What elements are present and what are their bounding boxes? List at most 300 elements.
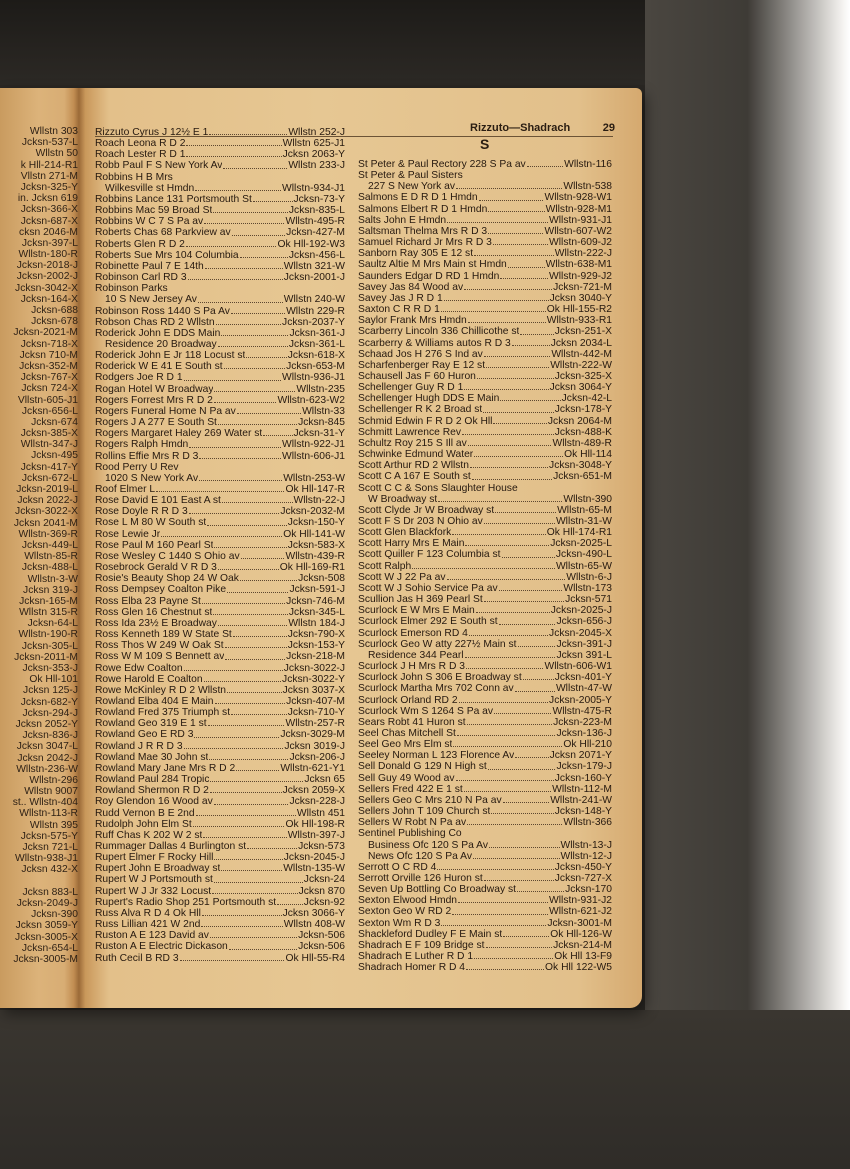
entry-name: W Broadway st (368, 493, 438, 505)
leader-dots (199, 451, 281, 459)
entry-phone: Jcksn-2025-L (550, 538, 612, 550)
entry-phone: Jcksn-3022-J (283, 662, 345, 674)
directory-entry (358, 438, 612, 449)
leader-dots (495, 505, 556, 513)
entry-name: Sell Guy 49 Wood av (358, 772, 455, 784)
entry-name: Sentinel Publishing Co (358, 828, 462, 840)
entry-phone: Jcksn-206-J (289, 751, 345, 763)
leader-dots (189, 506, 280, 514)
left-fragment-entry: Jcksn-2021-M (13, 327, 78, 339)
entry-phone: Wllstn 451 (296, 807, 345, 819)
entry-phone: Ok Hll-55-R4 (285, 952, 345, 964)
entry-name: Roberts Sue Mrs 104 Columbia (95, 249, 239, 261)
entry-name: Roderick John E Jr 118 Locust st (95, 350, 246, 362)
leader-dots (277, 897, 303, 905)
entry-name: 227 S New York av (368, 181, 456, 193)
directory-entry (358, 906, 612, 917)
directory-entry (358, 538, 612, 549)
directory-entry (95, 272, 345, 283)
entry-phone: Jcksn 2071-Y (549, 750, 612, 762)
directory-entry (95, 852, 345, 863)
entry-phone: Jcksn-170 (565, 884, 612, 896)
entry-phone: Jcksn-148-Y (554, 806, 612, 818)
left-fragment-entry: Wllstn-236-W (16, 763, 78, 775)
entry-name: Saunders Edgar D RD 1 Hmdn (358, 270, 500, 282)
directory-entry (95, 194, 345, 205)
entry-name: Robinette Paul 7 E 14th (95, 260, 204, 272)
directory-entry (358, 795, 612, 806)
directory-entry (95, 506, 345, 517)
leader-dots (464, 282, 552, 290)
leader-dots (224, 361, 285, 369)
entry-phone: Wllstn-33 (302, 405, 345, 417)
entry-name: Schwinke Edmund Water (358, 449, 474, 461)
leader-dots (502, 549, 555, 557)
leader-dots (476, 605, 550, 613)
left-fragment-entry: Wllstn 395 (29, 819, 78, 831)
directory-entry (95, 484, 345, 495)
entry-phone: Wllstn-173 (563, 582, 612, 594)
entry-name: Roderick John E DDS Main (95, 327, 221, 339)
leader-dots (227, 685, 282, 693)
left-fragment-entry: Wllstn-938-J1 (15, 853, 78, 865)
leader-dots (221, 863, 282, 871)
entry-name: St Peter & Paul Sisters (358, 170, 463, 182)
entry-name: Rowland J R R D 3 (95, 740, 183, 752)
leader-dots (201, 919, 282, 927)
entry-phone: Ok Hll-155-R2 (546, 304, 612, 316)
directory-entry (95, 183, 345, 194)
entry-phone: Wllstn-6-J (566, 571, 612, 583)
directory-entry (95, 138, 345, 149)
entry-name: Rudd Vernon B E 2nd (95, 807, 195, 819)
entry-name: Rosie's Beauty Shop 24 W Oak (95, 573, 239, 585)
directory-entry (358, 918, 612, 929)
leader-dots (467, 717, 552, 725)
entry-phone: Jcksn-31-Y (293, 428, 345, 440)
entry-name: Rose Wesley C 1440 S Ohio av (95, 550, 240, 562)
entry-phone: Wllstn 233-J (288, 160, 345, 172)
entry-name: Rogers Forrest Mrs R D 2 (95, 394, 213, 406)
leader-dots (452, 527, 545, 535)
entry-name: Robbins W C 7 S Pa av (95, 216, 204, 228)
leader-dots (477, 371, 554, 379)
directory-entry (95, 529, 345, 540)
entry-name: Rowland Geo 319 E 1 st (95, 718, 207, 730)
entry-phone: Wllstn-235 (296, 383, 345, 395)
entry-name: Scott Ralph (358, 560, 412, 572)
entry-name: Sellers Fred 422 E 1 st (358, 783, 463, 795)
entry-name: Sanborn Ray 305 E 12 st (358, 248, 474, 260)
leader-dots (474, 951, 553, 959)
directory-entry (358, 505, 612, 516)
entry-name: Ruth Cecil B RD 3 (95, 952, 179, 964)
entry-name: Rupert W J Jr 332 Locust (95, 885, 212, 897)
directory-entry (358, 527, 612, 538)
directory-entry (358, 661, 612, 672)
entry-phone: Jcksn-651-M (553, 471, 612, 483)
leader-dots (214, 395, 277, 403)
left-fragment-entry: Jcksn-64-L (27, 618, 78, 630)
entry-name: Scharfenberger Ray E 12 st (358, 359, 486, 371)
leader-dots (512, 338, 550, 346)
entry-phone: Wllstn-65-M (557, 504, 612, 516)
directory-entry (95, 339, 345, 350)
directory-entry (95, 908, 345, 919)
directory-entry (95, 428, 345, 439)
entry-name: 1020 S New York Av (105, 472, 199, 484)
entry-phone: Jcksn 2064-M (547, 415, 612, 427)
leader-dots (218, 618, 287, 626)
leader-dots (483, 404, 554, 412)
leader-dots (447, 215, 548, 223)
entry-phone: Jcksn-746-M (286, 595, 345, 607)
left-fragment-entry: st.. Wllstn-404 (12, 797, 78, 809)
entry-name: Roach Leona R D 2 (95, 138, 186, 150)
entry-name: Robson Chas RD 2 Wllstn (95, 316, 215, 328)
left-fragment-entry: Jcksn-2002-J (16, 271, 78, 283)
leader-dots (205, 261, 283, 269)
directory-entry (358, 951, 612, 962)
directory-entry (95, 685, 345, 696)
left-fragment-entry: Jcksn-449-L (21, 539, 78, 551)
entry-name: Rupert John E Broadway st (95, 863, 221, 875)
bottom-background (0, 1010, 850, 1169)
entry-phone: Wllstn-112-M (552, 783, 612, 795)
left-fragment-entry: Wllstn 9007 (24, 786, 78, 798)
directory-entry (95, 227, 345, 238)
entry-name: Seven Up Bottling Co Broadway st (358, 884, 516, 896)
entry-phone: Wllstn-116 (564, 159, 612, 170)
entry-name: Rowe McKinley R D 2 Wllstn (95, 684, 227, 696)
left-fragment-entry: Wllstn-190-R (18, 629, 78, 641)
entry-name: Serrott Orville 126 Huron st (358, 873, 483, 884)
entry-phone: Jcksn-835-L (288, 205, 345, 217)
entry-name: Residence 20 Broadway (105, 338, 217, 350)
entry-phone: Jcksn-790-X (287, 629, 345, 641)
left-fragment-entry: Vllstn 271-M (20, 170, 78, 182)
entry-name: Schaad Jos H 276 S Ind av (358, 348, 483, 360)
entry-name: Ross Dempsey Coalton Pike (95, 584, 227, 596)
entry-name: Scott Harry Mrs E Main (358, 538, 465, 550)
leader-dots (236, 763, 279, 771)
leader-dots (214, 384, 295, 392)
leader-dots (437, 862, 553, 870)
directory-entry (358, 695, 612, 706)
directory-entry (95, 774, 345, 785)
directory-entry (358, 650, 612, 661)
entry-phone: Wllstn-253-W (283, 472, 345, 484)
header-range: Rizzuto—Shadrach (470, 122, 571, 134)
entry-name: Rowland Elba 404 E Main (95, 695, 214, 707)
directory-entry (358, 817, 612, 828)
entry-name: Roach Lester R D 1 (95, 149, 186, 161)
directory-entry (358, 271, 612, 282)
entry-phone: Wllstn-621-Y1 (280, 762, 345, 774)
left-fragment-entry: Jcksn 2041-M (13, 517, 78, 529)
entry-phone: Wllstn-623-W2 (277, 394, 345, 406)
entry-phone: Jcksn-721-M (553, 281, 612, 293)
leader-dots (231, 306, 285, 314)
entry-phone: Jcksn-3001-M (547, 917, 612, 929)
directory-entry (358, 639, 612, 650)
directory-entry (95, 596, 345, 607)
entry-phone: Wllstn-222-J (554, 248, 612, 260)
entry-name: Scott C A 167 E South st (358, 471, 471, 483)
leader-dots (466, 962, 544, 970)
entry-name: Savey Jas J R D 1 (358, 292, 443, 304)
leader-dots (189, 439, 281, 447)
leader-dots (468, 315, 546, 323)
leader-dots (489, 840, 559, 848)
left-fragment-entry: Wllstn-347-J (20, 439, 78, 451)
directory-entry (358, 293, 612, 304)
entry-phone: Ok Hll-169-R1 (279, 562, 345, 574)
entry-phone: Jcksn-571 (565, 594, 612, 606)
directory-entry (95, 439, 345, 450)
entry-phone: Wllstn 321-W (283, 260, 345, 272)
entry-phone: Jcksn-450-Y (554, 861, 612, 873)
entry-name: Rudolph John Elm St (95, 818, 192, 830)
left-fragment-entry: Jcksn 721-L (22, 842, 78, 853)
leader-dots (202, 908, 282, 916)
leader-dots (225, 651, 285, 659)
leader-dots (503, 795, 550, 803)
leader-dots (227, 584, 288, 592)
leader-dots (503, 929, 549, 937)
entry-name: Rowland Paul 284 Tropic (95, 774, 210, 786)
left-fragment-entry: Wllstn-3-W (27, 573, 78, 585)
directory-entry (358, 572, 612, 583)
right-background (645, 0, 850, 1169)
entry-name: Rogers Ralph Hmdn (95, 439, 189, 451)
entry-phone: Jcksn-73-Y (293, 193, 345, 205)
entry-phone: Ok Hll-114 (564, 449, 612, 461)
entry-phone: Wllstn 240-W (283, 294, 345, 306)
left-fragment-entry (0, 876, 78, 887)
entry-phone: Wllstn-495-R (285, 216, 345, 228)
entry-phone: Jcksn-228-J (289, 796, 345, 808)
leader-dots (196, 808, 296, 816)
left-fragment-entry: Jcksn 883-L (22, 886, 78, 898)
entry-name: Scurlock E W Mrs E Main (358, 605, 475, 617)
leader-dots (247, 841, 297, 849)
entry-phone: Jcksn-506 (298, 930, 345, 942)
leader-dots (444, 293, 549, 301)
directory-entry (358, 728, 612, 739)
entry-phone: Jcksn-153-Y (287, 640, 345, 652)
leader-dots (218, 417, 297, 425)
entry-phone: Jcksn-401-Y (554, 672, 612, 684)
entry-name: Salts John E Hmdn (358, 214, 447, 226)
entry-phone: Wllstn-222-W (550, 359, 612, 371)
entry-name: Scurlock John S 306 E Broadway st (358, 672, 522, 684)
leader-dots (472, 471, 552, 479)
entry-phone: Wllstn-442-M (551, 348, 612, 360)
entry-name: Scott Arthur RD 2 Wllstn (358, 460, 470, 472)
directory-entry (358, 326, 612, 337)
entry-phone: Jcksn-92 (303, 896, 345, 908)
entry-phone: Jcksn-583-X (287, 539, 345, 551)
leader-dots (486, 940, 553, 948)
left-fragment-entry: cksn 2046-M (19, 226, 78, 238)
directory-entry (95, 863, 345, 874)
entry-name: Rogers J A 277 E South St (95, 417, 217, 429)
entry-phone: Ok Hll-174-R1 (546, 527, 612, 539)
left-fragment-entry: Jcksn-2018-J (16, 260, 78, 272)
directory-entry (358, 516, 612, 527)
entry-name: Rogan Hotel W Broadway (95, 383, 214, 395)
directory-entry (95, 127, 345, 138)
leader-dots (494, 706, 551, 714)
entry-name: Scott C C & Sons Slaughter House (358, 482, 518, 494)
left-fragment-entry: Wllstn-113-R (19, 808, 78, 820)
left-fragment-entry: Jcksn 319-J (23, 584, 78, 596)
leader-dots (500, 393, 560, 401)
entry-phone: Jcksn-361-J (289, 327, 345, 339)
entry-phone: Jcksn 3040-Y (549, 292, 612, 304)
page-header (470, 122, 615, 134)
left-fragment-entry: Jcksn-325-Y (20, 181, 78, 193)
directory-entry (95, 517, 345, 528)
entry-name: Scurlock Emerson RD 4 (358, 627, 468, 639)
directory-entry (358, 449, 612, 460)
entry-name: Rowe Edw Coalton (95, 662, 183, 674)
entry-name: Saultz Altie M Mrs Main st Hmdn (358, 259, 507, 271)
entry-name: Scott W J 22 Pa av (358, 571, 446, 583)
entry-name: Roberts Chas 68 Parkview av (95, 227, 231, 239)
directory-entry (95, 919, 345, 930)
directory-entry (358, 215, 612, 226)
leader-dots (210, 930, 297, 938)
directory-entry (95, 283, 345, 294)
entry-phone: Jcksn-488-K (554, 426, 612, 438)
left-fragment-entry: Jcksn-575-Y (20, 830, 78, 842)
entry-phone: Ok Hll-141-W (283, 528, 345, 540)
leader-dots (156, 484, 284, 492)
leader-dots (464, 784, 551, 792)
leader-dots (186, 138, 281, 146)
left-fragment-entry: Wllstn-180-R (18, 249, 78, 261)
directory-entry (358, 483, 612, 494)
entry-name: Scurlock Orland RD 2 (358, 694, 458, 706)
entry-phone: Wllstn-609-J2 (549, 237, 612, 249)
entry-name: Shackleford Dudley F E Main st (358, 928, 503, 940)
directory-entry (95, 451, 345, 462)
leader-dots (493, 416, 546, 424)
entry-phone: Jcksn-223-M (553, 716, 612, 728)
directory-entry (95, 953, 345, 964)
entry-phone: Wllstn-929-J2 (549, 270, 612, 282)
leader-dots (208, 718, 285, 726)
entry-name: Sears Robt 41 Huron st (358, 716, 466, 728)
entry-name: Serrott O C RD 4 (358, 861, 437, 873)
leader-dots (203, 830, 286, 838)
entry-name: Schmitt Lawrence Rev (358, 426, 462, 438)
entry-phone: Ok Hll 122-W5 (545, 962, 612, 974)
leader-dots (484, 594, 564, 602)
entry-phone: Wllstn-65-W (555, 560, 612, 572)
left-fragment-entry: Jcksn-682-Y (20, 696, 78, 708)
entry-name: Russ Alva R D 4 Ok Hll (95, 907, 201, 919)
directory-entry (358, 494, 612, 505)
leader-dots (515, 750, 548, 758)
entry-phone: Wllstn 408-W (283, 919, 345, 931)
entry-name: Scurlock Geo W atty 227½ Main st (358, 638, 517, 650)
entry-name: Ruston A E Electric Dickason (95, 941, 228, 953)
entry-phone: Jcksn-573 (298, 841, 345, 852)
directory-column-1 (95, 127, 345, 964)
entry-phone: Jcksn 2063-Y (282, 149, 345, 161)
directory-entry (358, 315, 612, 326)
leader-dots (453, 739, 562, 747)
directory-entry (358, 349, 612, 360)
leader-dots (474, 248, 554, 256)
entry-phone: Jcksn-2025-J (550, 605, 612, 617)
entry-phone: Wllstn-928-W1 (544, 192, 612, 204)
leader-dots (499, 583, 563, 591)
left-fragment-entry: Jcksn-688 (31, 305, 78, 316)
entry-phone: Jcksn-710-Y (287, 707, 345, 719)
left-fragment-entry: Jcksn-352-M (19, 360, 78, 372)
directory-entry (95, 540, 345, 551)
leader-dots (488, 226, 543, 234)
left-fragment-entry: Jcksn-2049-J (16, 897, 78, 909)
directory-entry (358, 773, 612, 784)
directory-entry (95, 361, 345, 372)
entry-name: Salmons Elbert R D 1 Hmdn (358, 203, 488, 215)
entry-phone: Wllstn 184-J (288, 617, 345, 629)
leader-dots (223, 160, 287, 168)
entry-name: Scurlock Martha Mrs 702 Conn av (358, 683, 514, 695)
leader-dots (491, 806, 553, 814)
entry-name: Scott Glen Blackfork (358, 527, 452, 539)
leader-dots (464, 382, 548, 390)
directory-entry (95, 328, 345, 339)
directory-entry (95, 707, 345, 718)
entry-phone: Jcksn-490-L (555, 549, 612, 561)
left-fragment-entry: Jcksn-390 (31, 909, 78, 921)
left-fragment-entry: Jcksn-353-J (22, 663, 78, 674)
leader-dots (523, 672, 554, 680)
entry-phone: Wllstn-366 (563, 817, 612, 829)
leader-dots (518, 639, 556, 647)
leader-dots (508, 259, 545, 267)
entry-name: Rodgers Joe R D 1 (95, 372, 183, 384)
entry-name: Robinson Carl RD 3 (95, 272, 187, 284)
entry-name: Sellers W Robt N Pa av (358, 817, 467, 829)
left-fragment-entry: Jcksn-3042-X (15, 282, 78, 294)
directory-entry (358, 605, 612, 616)
entry-phone: Jcksn-178-Y (554, 404, 612, 416)
directory-entry (358, 784, 612, 795)
entry-phone: Wllstn-257-R (285, 718, 345, 730)
entry-phone: Jcksn-2001-J (283, 272, 345, 284)
directory-entry (95, 495, 345, 506)
leader-dots (479, 192, 544, 200)
entry-phone: Wllstn-931-J1 (549, 214, 612, 226)
leader-dots (213, 607, 288, 615)
directory-entry (95, 417, 345, 428)
directory-entry (358, 192, 612, 203)
leader-dots (204, 216, 284, 224)
directory-entry (358, 940, 612, 951)
entry-phone: Jcksn-727-X (554, 873, 612, 884)
leader-dots (447, 572, 566, 580)
entry-phone: Jcksn-3029-M (280, 729, 345, 741)
left-fragment-entry: Jcksn-672-L (21, 472, 78, 484)
leader-dots (240, 250, 288, 258)
